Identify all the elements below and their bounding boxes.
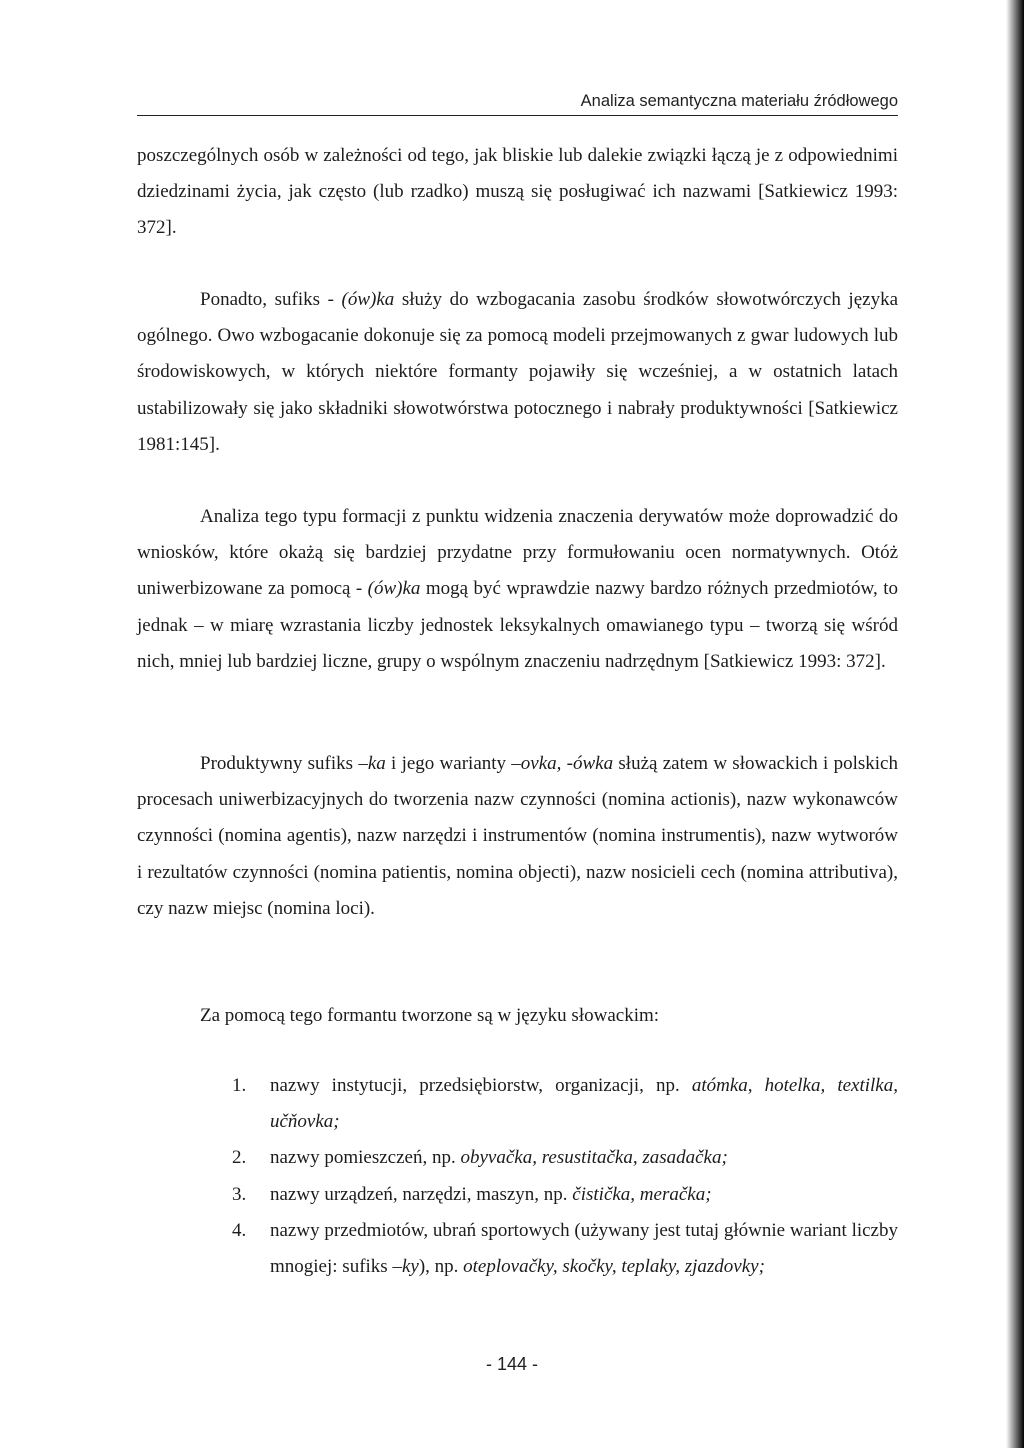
scan-edge-shadow bbox=[1006, 0, 1024, 1448]
list-item-number: 1. bbox=[232, 1075, 247, 1096]
paragraph-4-variants: –ovka, -ówka bbox=[511, 753, 614, 774]
paragraph-3 bbox=[137, 499, 898, 680]
paragraph-5: Za pomocą tego formantu tworzone są w języku słowackim: bbox=[200, 1005, 660, 1026]
page-number: - 144 - bbox=[485, 1354, 539, 1374]
list-item bbox=[232, 1140, 898, 1176]
list-item-suffix: –ky bbox=[392, 1256, 419, 1278]
paragraph-4-text-a: Produktywny sufiks bbox=[200, 753, 359, 774]
list-item-examples: čistička, meračka; bbox=[572, 1183, 712, 1205]
list-item-number: 3. bbox=[232, 1183, 247, 1205]
list-item bbox=[232, 1068, 898, 1140]
paragraph-2-suffix: (ów)ka bbox=[341, 289, 395, 310]
paragraph-3-text-c: mogą być wprawdzie nazwy bardzo różnych przedmiotów, to jednak – w miarę wzrastania liczby jednostek leksykalnych omawianego typu – tworzą się wśród nich, mniej lub bardziej liczne, grupy o wspólnym znaczeniu nadrzędnym [Satkiewicz 1993: 372]. bbox=[137, 578, 898, 672]
list-item-examples: oteplovačky, skočky, teplaky, zjazdovky; bbox=[463, 1256, 765, 1278]
paragraph-3-suffix: (ów)ka bbox=[367, 578, 421, 600]
list-item-text-a: nazwy przedmiotów, ubrań sportowych (używany jest tutaj głównie wariant liczby mnogiej: sufiks bbox=[270, 1219, 898, 1278]
paragraph-4 bbox=[137, 746, 898, 927]
paragraph-2-text-c: służy do wzbogacania zasobu środków słowotwórczych języka ogólnego. Owo wzbogacanie dokonuje się za pomocą modeli przejmowanych z gwar ludowych lub środowiskowych, w których niektóre formanty pojawiły się wcześniej, a w ostatnich latach ustabilizowały się jako składniki słowotwórstwa potocznego i nabrały produktywności [Satkiewicz 1981:145]. bbox=[137, 289, 899, 455]
paragraph-2-text-a: Ponadto, sufiks - bbox=[200, 289, 342, 310]
numbered-list bbox=[232, 1068, 898, 1285]
list-item-text: nazwy pomieszczeń, np. bbox=[270, 1147, 461, 1169]
list-item-text-c: ), np. bbox=[418, 1256, 464, 1278]
list-item-number: 2. bbox=[232, 1147, 247, 1169]
paragraph-2 bbox=[137, 282, 898, 463]
paragraph-4-suffix: –ka bbox=[358, 753, 386, 774]
list-item-number: 4. bbox=[232, 1219, 247, 1241]
paragraph-4-text-e: służą zatem w słowackich i polskich procesach uniwerbizacyjnych do tworzenia nazw czynności (nomina actionis), nazw wykonawców czynności (nomina agentis), nazw narzędzi i instrumentów (nomina instrumentis), nazw wytworów i rezultatów czynności (nomina patientis, nomina objecti), nazw nosicieli cech (nomina attributiva), czy nazw miejsc (nomina loci). bbox=[137, 753, 898, 919]
list-item-examples: atómka, hotelka, textilka, učňovka; bbox=[270, 1075, 898, 1133]
list-item-examples: obyvačka, resustitačka, zasadačka; bbox=[460, 1147, 728, 1169]
paragraph-1: poszczególnych osób w zależności od tego, jak bliskie lub dalekie związki łączą je z odpowiednimi dziedzinami życia, jak często (lub rzadko) muszą się posługiwać ich nazwami [Satkiewicz 1993: 372]. bbox=[137, 145, 898, 239]
list-item bbox=[232, 1177, 898, 1213]
list-item bbox=[232, 1213, 898, 1285]
running-header: Analiza semantyczna materiału źródłowego bbox=[137, 92, 898, 116]
paragraph-3-text-a: Analiza tego typu formacji z punktu widzenia znaczenia derywatów może doprowadzić do wniosków, które okażą się bardziej przydatne przy formułowaniu ocen normatywnych. Otóż uniwerbizowane za pomocą - bbox=[137, 506, 898, 600]
list-item-text: nazwy instytucji, przedsiębiorstw, organizacji, np. bbox=[270, 1075, 692, 1096]
list-item-text: nazwy urządzeń, narzędzi, maszyn, np. bbox=[270, 1183, 573, 1205]
paragraph-4-text-c: i jego warianty bbox=[385, 753, 512, 774]
